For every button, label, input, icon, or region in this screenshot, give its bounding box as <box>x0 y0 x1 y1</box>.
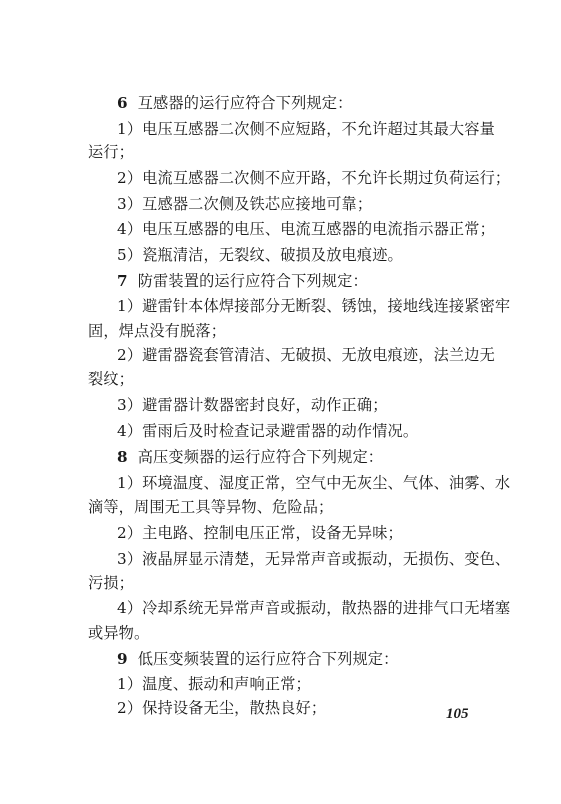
list-item: 2）电流互感器二次侧不应开路，不允许长期过负荷运行； <box>117 169 511 187</box>
section-number: 6 <box>117 94 128 112</box>
section-heading-text: 互感器的运行应符合下列规定： <box>137 94 353 112</box>
section-heading-text: 高压变频器的运行应符合下列规定： <box>137 448 384 466</box>
list-item: 2）避雷器瓷套管清洁、无破损、无放电痕迹，法兰边无 <box>117 346 495 364</box>
section-heading-text: 防雷装置的运行应符合下列规定： <box>137 272 368 290</box>
section-number: 9 <box>117 650 128 668</box>
section-number: 8 <box>117 448 128 466</box>
section-heading <box>117 447 522 467</box>
section-heading <box>117 271 522 291</box>
list-item: 3）液晶屏显示清楚，无异常声音或振动，无损伤、变色、 <box>117 550 511 568</box>
list-item: 1）环境温度、湿度正常，空气中无灰尘、气体、油雾、水 <box>117 474 511 492</box>
list-item-continuation: 滴等，周围无工具等异物、危险品； <box>88 498 334 516</box>
list-item-continuation: 或异物。 <box>88 624 150 642</box>
list-item: 2）主电路、控制电压正常，设备无异味； <box>117 524 403 542</box>
list-item-continuation: 运行； <box>88 143 135 161</box>
list-item-continuation: 裂纹； <box>88 370 135 388</box>
list-item: 2）保持设备无尘，散热良好； <box>117 699 327 717</box>
list-item: 3）避雷器计数器密封良好，动作正确； <box>117 396 388 414</box>
list-item: 5）瓷瓶清洁，无裂纹、破损及放电痕迹。 <box>117 246 403 264</box>
list-item: 4）冷却系统无异常声音或振动，散热器的进排气口无堵塞 <box>117 599 511 617</box>
section-heading <box>117 649 522 669</box>
section-heading <box>117 93 522 113</box>
section-number: 7 <box>117 272 128 290</box>
list-item: 3）互感器二次侧及铁芯应接地可靠； <box>117 195 373 213</box>
list-item: 1）温度、振动和声响正常； <box>117 675 311 693</box>
list-item-continuation: 固，焊点没有脱落； <box>88 322 227 340</box>
list-item: 1）避雷针本体焊接部分无断裂、锈蚀，接地线连接紧密牢 <box>117 297 511 315</box>
list-item: 4）雷雨后及时检查记录避雷器的动作情况。 <box>117 422 419 440</box>
list-item: 1）电压互感器二次侧不应短路，不允许超过其最大容量 <box>117 120 495 138</box>
list-item: 4）电压互感器的电压、电流互感器的电流指示器正常； <box>117 220 495 238</box>
page-number: 105 <box>446 706 469 722</box>
list-item-continuation: 污损； <box>88 574 135 592</box>
section-heading-text: 低压变频装置的运行应符合下列规定： <box>137 650 399 668</box>
